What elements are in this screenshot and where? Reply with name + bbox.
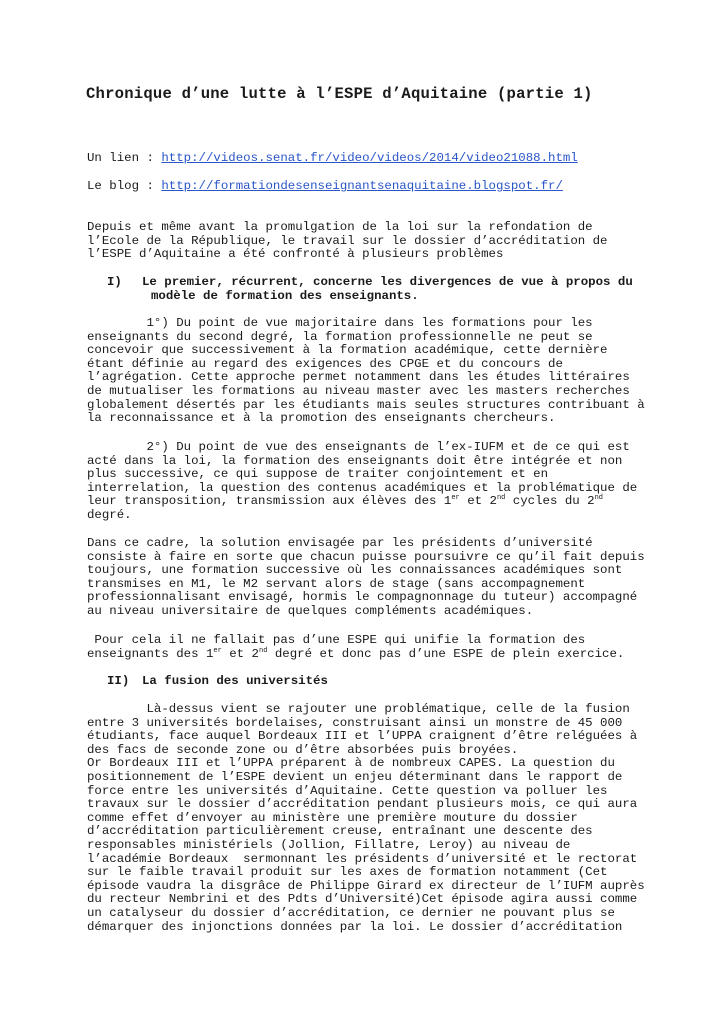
link-label-video: Un lien : [87, 151, 162, 165]
superscript: nd [594, 494, 603, 503]
section-heading-1 [107, 276, 633, 290]
blog-link[interactable]: http://formationdesenseignantsenaquitaine.blogspot.fr/ [161, 179, 563, 193]
paragraph-2 [87, 440, 638, 523]
text-line: globalement désertés par les étudiants mais seules structures contribuant à [87, 397, 645, 412]
superscript: nd [259, 646, 268, 655]
text-line: épisode vaudra la disgrâce de Philippe Girard ex directeur de l’IUFM auprès [87, 878, 645, 893]
text-fragment: degré et donc pas d’une ESPE de plein exercice. [267, 646, 625, 661]
text-line: professionnalisant envisagé, hormis le compagnonnage du tuteur) accompagné [87, 590, 638, 605]
text-line: degré. [87, 507, 132, 522]
section-number: II) [107, 674, 130, 688]
text-line: l’Ecole de la République, le travail sur le dossier d’accréditation de [87, 233, 608, 248]
text-line: l’ESPE d’Aquitaine a été confronté à plusieurs problèmes [87, 247, 504, 262]
text-line [87, 495, 635, 509]
section-heading-text: La fusion des universités [142, 674, 328, 688]
text-line: démarquer des injonctions données par la loi. Le dossier d’accréditation [87, 919, 623, 934]
text-line: étant définie au regard des exigences des CPGE et du concours de [87, 356, 563, 371]
text-line [87, 648, 635, 662]
text-line: du recteur Nembrini et des Pdts d’Université)Cet épisode agira aussi comme [87, 892, 638, 907]
paragraph-4 [87, 634, 635, 661]
superscript: nd [496, 494, 506, 503]
text-fragment: leur transposition, transmission aux élèves des 1 [87, 494, 452, 509]
intro-paragraph [87, 221, 635, 262]
text-line: étudiants, face auquel Bordeaux III et l’UPPA craignent d’être reléguées à [87, 729, 638, 744]
text-line: interrelation, la question des contenus académiques et la problématique de [87, 480, 638, 495]
link-line-video [87, 152, 578, 166]
text-line: entre 3 universités bordelaises, construisant ainsi un monstre de 45 000 [87, 715, 623, 730]
text-line: des facs de seconde zone ou d’être absorbées puis broyées. [87, 742, 519, 757]
link-line-blog [87, 180, 563, 194]
text-line: 2°) Du point de vue des enseignants de l’ex-IUFM et de ce qui est [87, 440, 630, 454]
text-line: Là-dessus vient se rajouter une problématique, celle de la fusion [87, 702, 630, 716]
text-line: concevoir que successivement à la formation académique, cette dernière [87, 343, 608, 358]
section-heading-2 [107, 675, 328, 689]
text-fragment: cycles du 2 [505, 494, 595, 509]
section-heading-1-cont: modèle de formation des enseignants. [151, 289, 419, 303]
text-line: 1°) Du point de vue majoritaire dans les formations pour les [87, 316, 593, 330]
text-line: Dans ce cadre, la solution envisagée par les présidents d’université [87, 536, 593, 550]
text-line: responsables ministériels (Jollion, Fillatre, Leroy) au niveau de [87, 837, 571, 852]
superscript: er [451, 494, 460, 503]
text-line: Or Bordeaux III et l’UPPA préparent à de nombreux CAPES. La question du [87, 756, 615, 771]
text-line: enseignants du second degré, la formation professionnelle ne peut se [87, 329, 593, 344]
text-line: la reconnaissance et à la promotion des enseignants chercheurs. [87, 411, 556, 426]
text-line: positionnement de l’ESPE devient un enjeu déterminant dans le rapport de [87, 769, 623, 784]
text-line: Depuis et même avant la promulgation de la loi sur la refondation de [87, 220, 593, 234]
text-fragment: et 2 [221, 646, 259, 661]
text-line: au niveau universitaire de quelques compléments académiques. [87, 603, 534, 618]
text-line: d’accréditation particulièrement creuse, entraînant une descente des [87, 824, 593, 839]
text-line: l’agrégation. Cette approche permet notamment dans les études littéraires [87, 370, 630, 385]
text-line: force entre les universités d’Aquitaine. Cette question va polluer les [87, 783, 608, 798]
paragraph-5 [87, 702, 645, 934]
link-label-blog: Le blog : [87, 179, 162, 193]
text-line: un catalyseur du dossier d’accréditation, ce dernier ne pouvant plus se [87, 905, 615, 920]
text-line: plus successive, ce qui suppose de traiter conjointement et en [87, 467, 549, 482]
paragraph-1 [87, 316, 645, 426]
superscript: er [213, 646, 222, 655]
text-line: comme effet d’envoyer au ministère une première mouture du dossier [87, 810, 578, 825]
text-line: sur le faible travail produit sur les axes de formation notamment (Cet [87, 865, 608, 880]
section-heading-text: Le premier, récurrent, concerne les divergences de vue à propos du [142, 275, 633, 289]
text-line: toujours, une formation successive où les connaissances académiques sont [87, 563, 623, 578]
text-line: de mutualiser les formations au niveau master avec les masters recherches [87, 383, 630, 398]
text-fragment: et 2 [459, 494, 497, 509]
document-title: Chronique d’une lutte à l’ESPE d’Aquitaine (partie 1) [86, 85, 593, 103]
text-line: Pour cela il ne fallait pas d’une ESPE qui unifie la formation des [87, 633, 586, 647]
video-link[interactable]: http://videos.senat.fr/video/videos/2014/video21088.html [161, 151, 578, 165]
text-line: acté dans la loi, la formation des enseignants doit être intégrée et non [87, 453, 623, 468]
text-line: travaux sur le dossier d’accréditation pendant plusieurs mois, ce qui aura [87, 797, 638, 812]
text-fragment: enseignants des 1 [87, 646, 214, 661]
text-line: l’académie Bordeaux sermonnant les présidents d’université et le rectorat [87, 851, 638, 866]
paragraph-3 [87, 536, 645, 619]
section-number: I) [107, 275, 122, 289]
text-line: transmises en M1, le M2 servant alors de stage (sans accompagnement [87, 576, 586, 591]
text-line: consiste à faire en sorte que chacun puisse poursuivre ce qu’il fait depuis [87, 549, 645, 564]
